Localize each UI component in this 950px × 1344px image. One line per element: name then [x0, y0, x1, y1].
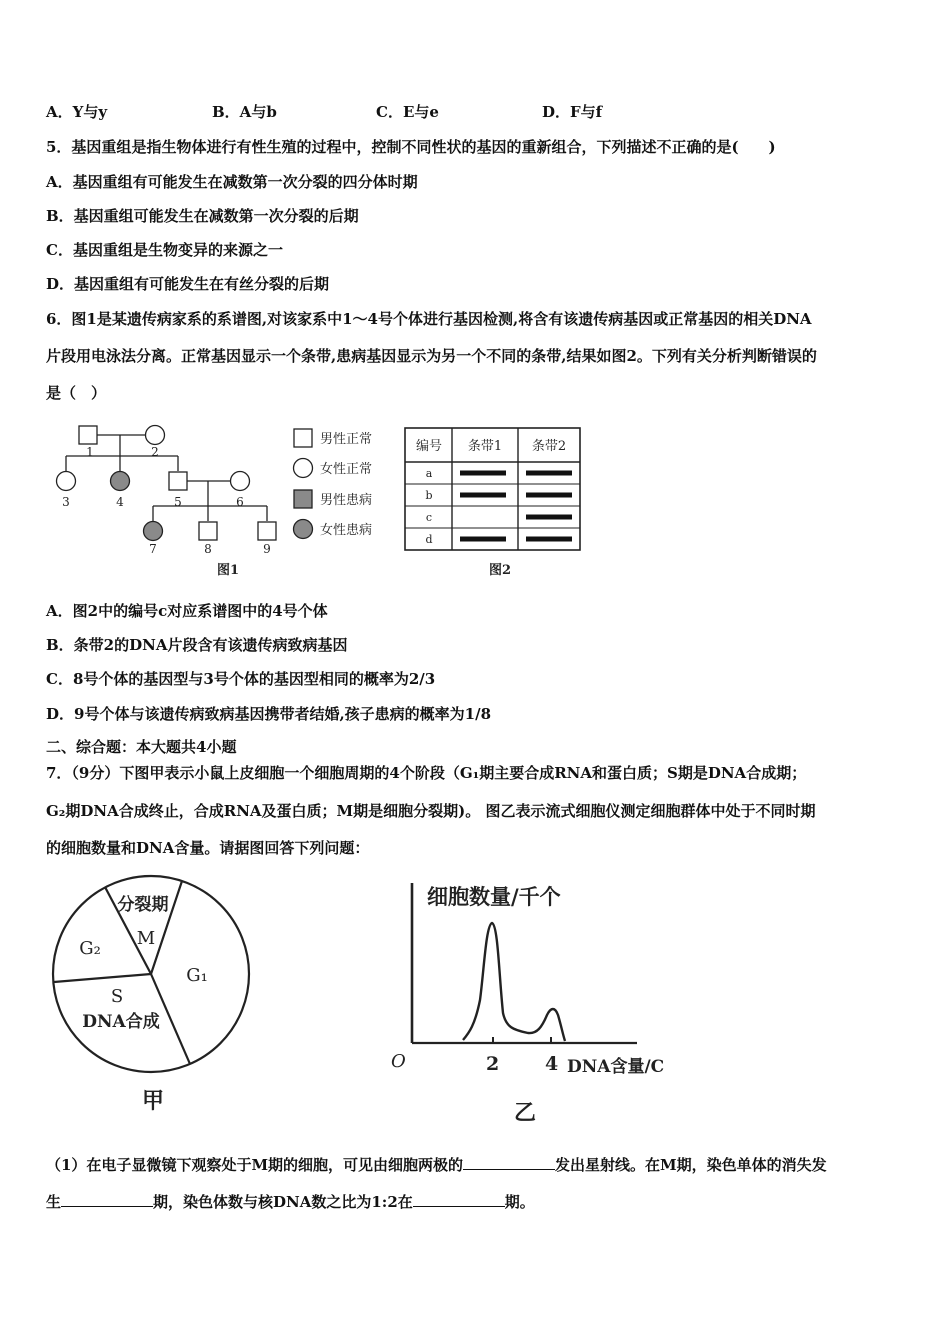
pedigree-label-1: 1 [86, 445, 94, 459]
band-b-band1 [460, 493, 506, 498]
q6-option-c: C．8号个体的基因型与3号个体的基因型相同的概率为2/3 [46, 670, 436, 688]
pedigree-individual-5 [169, 472, 187, 490]
q6-stem-line3: 是（ ） [46, 384, 107, 402]
legend-female-affected: 女性患病 [320, 523, 373, 538]
band-c-band2 [526, 515, 572, 520]
q7-answer-blank-2[interactable] [61, 1192, 153, 1207]
band-table-header-band2: 条带2 [531, 439, 567, 454]
pedigree-individual-9 [258, 522, 276, 540]
band-table-header-id: 编号 [415, 439, 443, 454]
pedigree-individual-1 [79, 426, 97, 444]
q5-option-d: D．基因重组有可能发生在有丝分裂的后期 [46, 275, 330, 293]
histogram-tick-label-4: 4 [545, 1053, 559, 1075]
q7-stem-line1: 7．（9分）下图甲表示小鼠上皮细胞一个细胞周期的4个阶段（G₁期主要合成RNA和蛋白质；S期是DNA合成期； [46, 764, 807, 782]
legend-female-affected-symbol [294, 520, 313, 539]
pedigree-label-6: 6 [236, 495, 244, 509]
legend-female-normal-symbol [294, 459, 313, 478]
q6-stem-line2: 片段用电泳法分离。正常基因显示一个条带,患病基因显示为另一个不同的条带,结果如图2。下列有关分析判断错误的 [46, 347, 817, 365]
q6-option-a: A．图2中的编号c对应系谱图中的4号个体 [46, 602, 328, 620]
band-row-id-b: b [425, 489, 433, 502]
pedigree-individual-4 [111, 472, 130, 491]
q7-stem-line2: G₂期DNA合成终止，合成RNA及蛋白质；M期是细胞分裂期)。 图乙表示流式细胞仪测定细胞群体中处于不同时期 [46, 802, 816, 820]
dna-content-histogram-figure [385, 875, 705, 1125]
histogram-curve [463, 923, 565, 1041]
section-2-heading: 二、综合题：本大题共4小题 [46, 738, 237, 756]
figure1-caption: 图1 [216, 563, 240, 578]
q4-option-c: C．E与e [376, 103, 439, 121]
q7-sub1-text-d: 期，染色体数与核DNA数之比为1:2在 [153, 1193, 413, 1211]
band-table-header-band1: 条带1 [467, 439, 503, 454]
histogram-tick-label-2: 2 [486, 1053, 500, 1075]
pie-label-division-phase: 分裂期 [117, 895, 169, 915]
pedigree-label-3: 3 [62, 495, 70, 509]
pedigree-individual-2 [146, 426, 165, 445]
pedigree-figure [40, 418, 400, 583]
q7-sub1-text-b: 发出星射线。在M期，染色单体的消失发 [555, 1156, 827, 1174]
pie-label-dna-synthesis: DNA合成 [82, 1012, 160, 1032]
pedigree-label-9: 9 [263, 542, 271, 556]
cycle-divider-s-g2 [54, 974, 151, 982]
q4-option-a: A．Y与y [46, 103, 108, 121]
band-a-band1 [460, 471, 506, 476]
band-d-band1 [460, 537, 506, 542]
electrophoresis-figure [402, 426, 586, 583]
q7-sub1-line2 [46, 1192, 535, 1212]
histogram-origin: O [391, 1051, 406, 1072]
pie-label-g2: G₂ [79, 938, 101, 959]
q5-option-b: B．基因重组可能发生在减数第一次分裂的后期 [46, 207, 359, 225]
q7-sub1-text-a: （1）在电子显微镜下观察处于M期的细胞，可见由细胞两极的 [46, 1156, 464, 1174]
q5-option-a: A．基因重组有可能发生在减数第一次分裂的四分体时期 [46, 173, 418, 191]
pedigree-individual-3 [57, 472, 76, 491]
pie-label-g1: G₁ [186, 965, 208, 986]
q5-option-c: C．基因重组是生物变异的来源之一 [46, 241, 283, 259]
q5-stem: 5．基因重组是指生物体进行有性生殖的过程中，控制不同性状的基因的重新组合，下列描述不正确的是( ) [46, 138, 776, 156]
histogram-x-label: DNA含量/C [567, 1057, 665, 1077]
q7-answer-blank-3[interactable] [413, 1192, 505, 1207]
q7-answer-blank-1[interactable] [463, 1155, 555, 1170]
pedigree-individual-6 [231, 472, 250, 491]
pedigree-label-2: 2 [151, 445, 159, 459]
figure2-caption: 图2 [488, 563, 512, 578]
figure-jia-caption: 甲 [141, 1088, 165, 1114]
legend-female-normal: 女性正常 [320, 462, 373, 477]
legend-male-affected: 男性患病 [320, 493, 373, 508]
q4-option-b: B．A与b [212, 103, 277, 121]
band-a-band2 [526, 471, 572, 476]
band-row-id-c: c [425, 511, 433, 524]
pedigree-individual-8 [199, 522, 217, 540]
q6-option-d: D．9号个体与该遗传病致病基因携带者结婚,孩子患病的概率为1/8 [46, 705, 492, 723]
legend-male-affected-symbol [294, 490, 312, 508]
figure-yi-caption: 乙 [513, 1100, 537, 1125]
pedigree-individual-7 [144, 522, 163, 541]
q7-sub1-line1 [46, 1155, 827, 1175]
pedigree-label-4: 4 [116, 495, 124, 509]
pedigree-label-7: 7 [149, 542, 157, 556]
band-b-band2 [526, 493, 572, 498]
q7-sub1-text-c: 生 [46, 1193, 62, 1211]
q6-option-b: B．条带2的DNA片段含有该遗传病致病基因 [46, 636, 348, 654]
pedigree-label-5: 5 [174, 495, 182, 509]
q4-option-d: D．F与f [542, 103, 603, 121]
histogram-y-label: 细胞数量/千个 [427, 884, 561, 909]
band-row-id-a: a [425, 467, 433, 480]
pedigree-label-8: 8 [204, 542, 212, 556]
q7-sub1-text-e: 期。 [504, 1193, 535, 1211]
q6-stem-line1: 6．图1是某遗传病家系的系谱图,对该家系中1～4号个体进行基因检测,将含有该遗传病基因或正常基因的相关DNA [46, 310, 812, 328]
legend-male-normal: 男性正常 [320, 432, 373, 447]
cell-cycle-pie-figure [45, 870, 265, 1120]
band-row-id-d: d [425, 533, 433, 546]
band-d-band2 [526, 537, 572, 542]
legend-male-normal-symbol [294, 429, 312, 447]
pie-label-s: S [110, 986, 124, 1007]
q7-stem-line3: 的细胞数量和DNA含量。请据图回答下列问题： [46, 839, 370, 857]
pie-label-m: M [136, 928, 156, 949]
